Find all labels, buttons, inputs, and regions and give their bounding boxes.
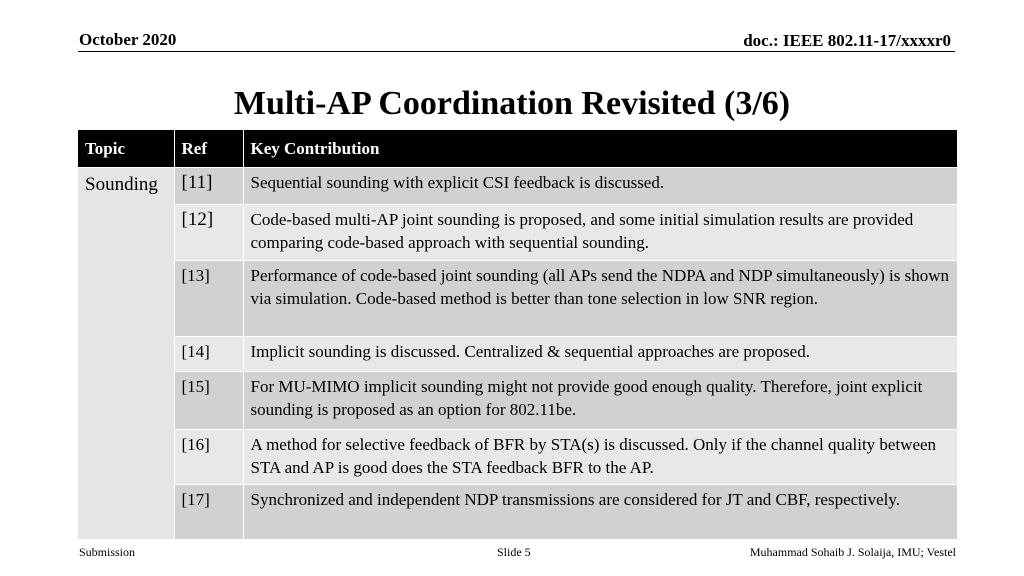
key-contribution-cell: Implicit sounding is discussed. Centralized & sequential approaches are proposed. bbox=[243, 337, 957, 372]
column-header-ref: Ref bbox=[174, 130, 243, 168]
key-contribution-cell: Code-based multi-AP joint sounding is proposed, and some initial simulation results are provided comparing code-based approach with sequential sounding. bbox=[243, 205, 957, 261]
table-row bbox=[78, 485, 957, 539]
table-header-row bbox=[78, 130, 957, 168]
contributions-table bbox=[78, 130, 957, 539]
ref-cell: [12] bbox=[174, 205, 243, 261]
key-contribution-cell: For MU-MIMO implicit sounding might not provide good enough quality. Therefore, joint explicit sounding is proposed as an option for 802.11be. bbox=[243, 372, 957, 430]
key-contribution-cell: Sequential sounding with explicit CSI feedback is discussed. bbox=[243, 168, 957, 205]
topic-cell: Sounding bbox=[78, 168, 174, 539]
ref-cell: [15] bbox=[174, 372, 243, 430]
footer-author: Muhammad Sohaib J. Solaija, IMU; Vestel bbox=[749, 545, 956, 559]
table-row bbox=[78, 261, 957, 337]
table-row bbox=[78, 372, 957, 430]
header-date: October 2020 bbox=[79, 30, 177, 49]
header-divider bbox=[78, 51, 955, 52]
key-contribution-cell: Performance of code-based joint sounding (all APs send the NDPA and NDP simultaneously) is shown via simulation. Code-based method is better than tone selection in low SNR region. bbox=[243, 261, 957, 337]
table-row bbox=[78, 430, 957, 485]
key-contribution-cell: A method for selective feedback of BFR by STA(s) is discussed. Only if the channel quality between STA and AP is good does the STA feedback BFR to the AP. bbox=[243, 430, 957, 485]
header-doc-id: doc.: IEEE 802.11-17/xxxxr0 bbox=[743, 31, 951, 50]
table-row bbox=[78, 205, 957, 261]
column-header-topic: Topic bbox=[78, 130, 174, 168]
ref-cell: [11] bbox=[174, 168, 243, 205]
ref-cell: [16] bbox=[174, 430, 243, 485]
footer-submission: Submission bbox=[79, 545, 136, 559]
table-row bbox=[78, 168, 957, 205]
key-contribution-cell: Synchronized and independent NDP transmissions are considered for JT and CBF, respectively. bbox=[243, 485, 957, 539]
ref-cell: [13] bbox=[174, 261, 243, 337]
column-header-key-contribution: Key Contribution bbox=[243, 130, 957, 168]
slide-title: Multi-AP Coordination Revisited (3/6) bbox=[233, 85, 791, 122]
footer-slide-number: Slide 5 bbox=[497, 545, 531, 559]
ref-cell: [14] bbox=[174, 337, 243, 372]
table-row bbox=[78, 337, 957, 372]
ref-cell: [17] bbox=[174, 485, 243, 539]
